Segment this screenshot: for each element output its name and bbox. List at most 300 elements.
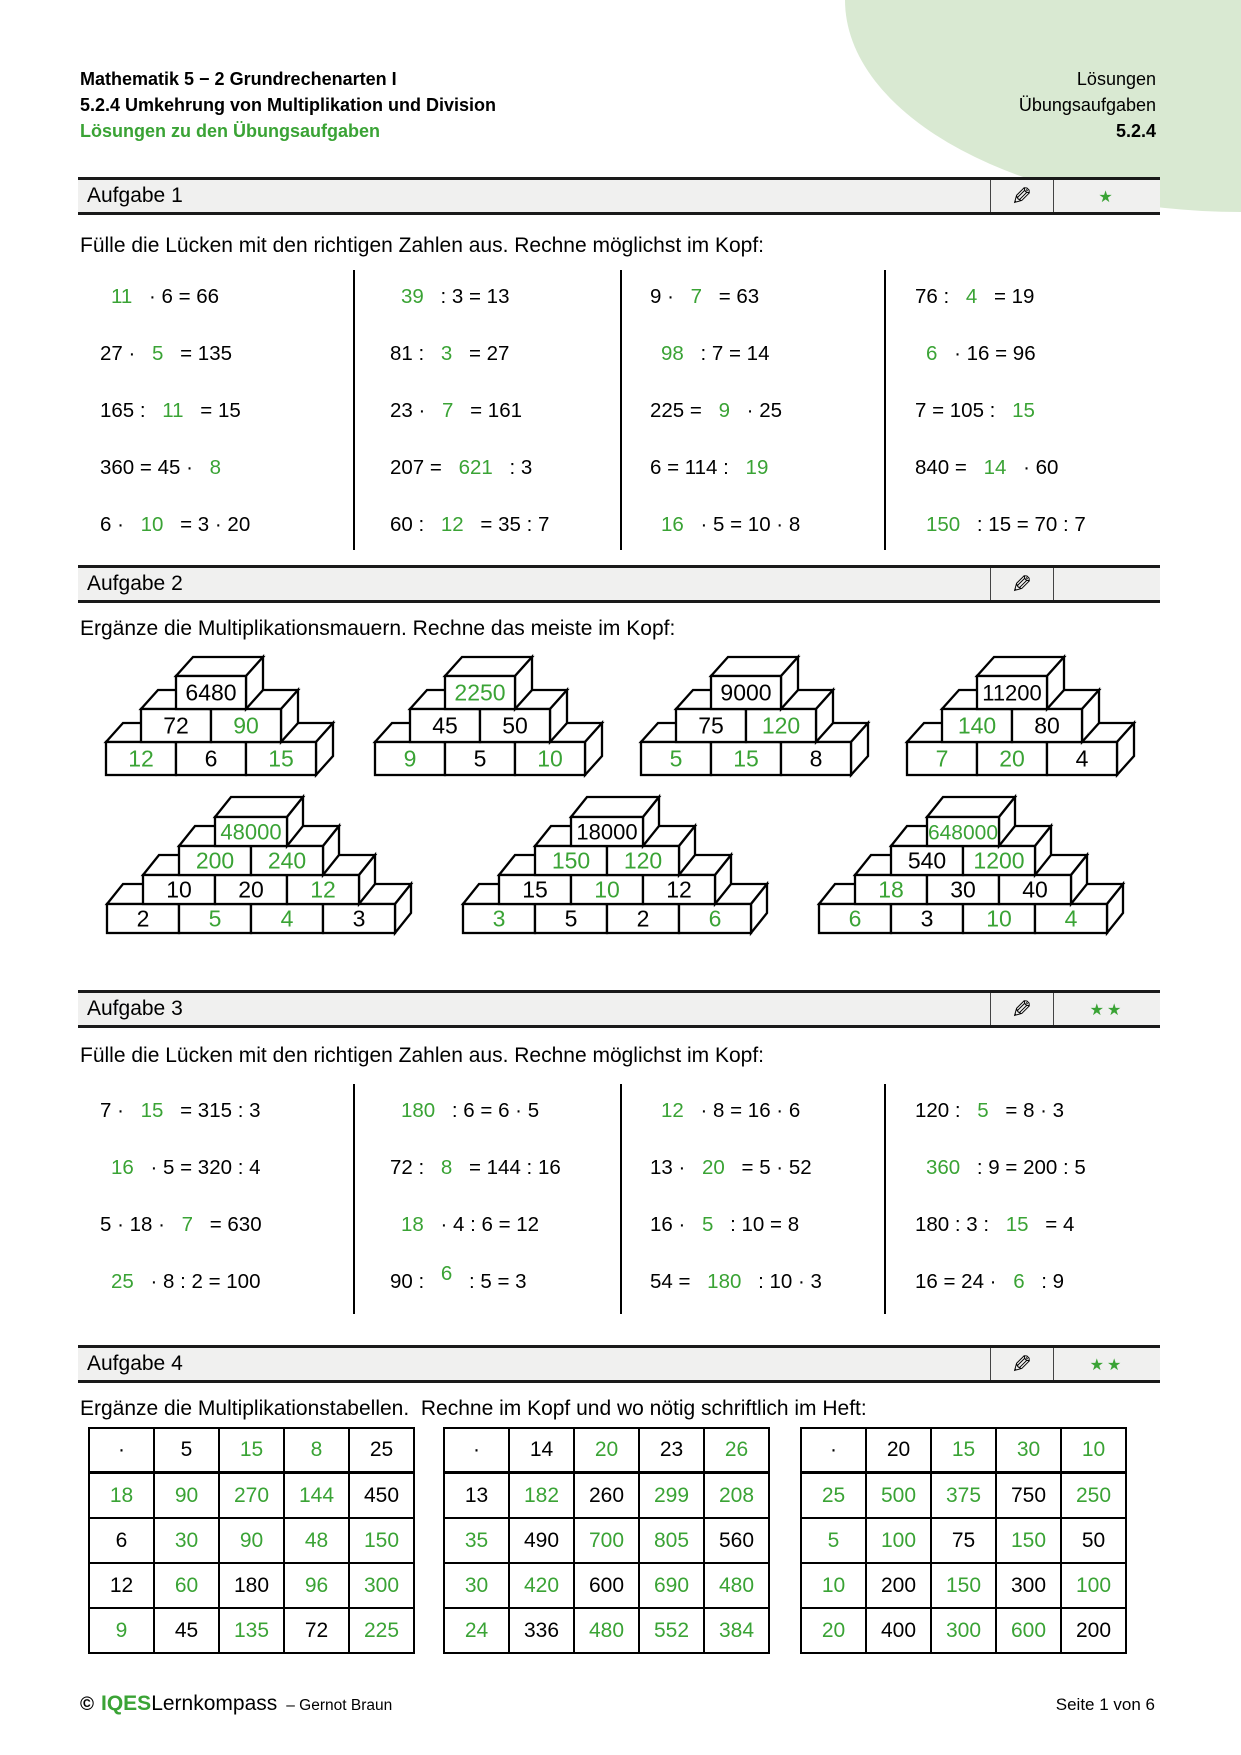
table-cell: 90 xyxy=(154,1473,219,1518)
section-header-aufgabe-4 xyxy=(78,1345,1160,1383)
table-cell: 200 xyxy=(866,1563,931,1608)
equation-column xyxy=(915,1082,1086,1310)
table-cell: 60 xyxy=(154,1563,219,1608)
equation xyxy=(650,1253,822,1310)
answer-value: 15 xyxy=(140,1099,164,1122)
answer-value: 180 xyxy=(401,1099,436,1122)
pyramid-value: 120 xyxy=(623,847,663,874)
equation-text: : 10 · 3 xyxy=(752,1270,822,1293)
pyramid-value: 75 xyxy=(698,712,724,739)
pyramid-value: 5 xyxy=(669,745,683,772)
header-left xyxy=(80,66,496,144)
pyramid-value: 10 xyxy=(986,905,1012,932)
table-header-cell: · xyxy=(89,1428,154,1473)
equation-text: 360 = 45 · xyxy=(100,456,199,479)
table-cell: 10 xyxy=(801,1563,866,1608)
answer-value: 12 xyxy=(661,1099,684,1122)
copyright-icon: © xyxy=(80,1694,94,1715)
equation xyxy=(100,496,250,553)
pyramid-value: 1200 xyxy=(973,847,1025,874)
answer-value: 98 xyxy=(661,342,684,365)
equation-text: : 3 xyxy=(503,456,533,479)
table-header-cell: 20 xyxy=(574,1428,639,1473)
pyramid-brick xyxy=(215,797,303,846)
equation-text: · 5 = 320 : 4 xyxy=(144,1156,261,1179)
equation-text: = 35 : 7 xyxy=(474,513,550,536)
pyramid-value: 150 xyxy=(551,847,591,874)
difficulty-stars: ★★ xyxy=(1089,1357,1125,1374)
equation xyxy=(100,382,250,439)
equation-column xyxy=(650,268,800,553)
pyramid-value: 2250 xyxy=(454,679,506,706)
pyramid-value: 90 xyxy=(233,712,259,739)
equation xyxy=(390,1139,561,1196)
table-cell: 700 xyxy=(574,1518,639,1563)
table-cell: 72 xyxy=(284,1608,349,1653)
pyramid-value: 18000 xyxy=(576,819,638,845)
equation-column xyxy=(650,1082,822,1310)
equation xyxy=(650,382,800,439)
equation-text: 165 : xyxy=(100,399,152,422)
table-cell: 500 xyxy=(866,1473,931,1518)
equation xyxy=(390,1196,561,1253)
header-right-type: Lösungen xyxy=(1076,69,1156,89)
table-cell: 300 xyxy=(996,1563,1061,1608)
pencil-icon: ✎ xyxy=(1011,571,1032,599)
equation-column xyxy=(100,268,250,553)
equation-text: = 4 xyxy=(1039,1213,1075,1236)
table-cell: 225 xyxy=(349,1608,414,1653)
table-cell: 18 xyxy=(89,1473,154,1518)
equation xyxy=(650,496,800,553)
equation xyxy=(915,1196,1086,1253)
answer-value: 20 xyxy=(702,1156,725,1179)
equation xyxy=(915,1139,1086,1196)
table-header-cell: 30 xyxy=(996,1428,1061,1473)
pyramid-value: 10 xyxy=(537,745,563,772)
equation xyxy=(390,268,549,325)
answer-value: 15 xyxy=(1012,399,1035,422)
answer-value: 7 xyxy=(181,1213,194,1236)
table-header-cell: 15 xyxy=(219,1428,284,1473)
pyramid-value: 200 xyxy=(195,847,235,874)
table-cell: 299 xyxy=(639,1473,704,1518)
table-cell: 805 xyxy=(639,1518,704,1563)
pencil-icon: ✎ xyxy=(1011,1351,1032,1379)
instruction-aufgabe-3: Fülle die Lücken mit den richtigen Zahlen aus. Rechne möglichst im Kopf: xyxy=(80,1044,765,1067)
table-cell: 6 xyxy=(89,1518,154,1563)
equation-column xyxy=(915,268,1086,553)
column-divider xyxy=(620,1084,622,1314)
pyramid-brick xyxy=(711,657,798,709)
table-header-cell: 20 xyxy=(866,1428,931,1473)
equation-text: 27 · xyxy=(100,342,142,365)
table-cell: 100 xyxy=(866,1518,931,1563)
page-number: Seite 1 von 6 xyxy=(1055,1695,1155,1714)
table-cell: 400 xyxy=(866,1608,931,1653)
pyramid-brick xyxy=(571,797,659,846)
table-header-cell: 8 xyxy=(284,1428,349,1473)
answer-value: 15 xyxy=(1005,1213,1029,1236)
equation-text: · 16 = 96 xyxy=(948,342,1036,365)
header-right xyxy=(1019,66,1156,144)
answer-value: 150 xyxy=(926,513,961,536)
pyramid-value: 2 xyxy=(636,905,650,932)
equation-text: : 6 = 6 · 5 xyxy=(446,1099,540,1122)
equation-text: 16 · xyxy=(650,1213,692,1236)
table-header-cell: 14 xyxy=(509,1428,574,1473)
column-divider xyxy=(884,1084,886,1314)
section-title: Aufgabe 4 xyxy=(87,1352,183,1375)
equation-text: 9 · xyxy=(650,285,680,308)
equation-text: 6 = 114 : xyxy=(650,456,735,479)
course-title: Mathematik 5 − 2 Grundrechenarten I xyxy=(80,69,397,89)
pyramid-value: 10 xyxy=(594,876,620,903)
table-header-cell: · xyxy=(444,1428,509,1473)
table-cell: 150 xyxy=(931,1563,996,1608)
pyramid-value: 6 xyxy=(848,905,862,932)
instruction-aufgabe-4: Ergänze die Multiplikationstabellen. Rechne im Kopf und wo nötig schriftlich im Heft: xyxy=(80,1397,867,1420)
equation-text: = 8 · 3 xyxy=(999,1099,1065,1122)
equation-text: 7 = 105 : xyxy=(915,399,1002,422)
equation xyxy=(650,1196,822,1253)
answer-value: 10 xyxy=(140,513,164,536)
equation-text: · 25 xyxy=(740,399,783,422)
table-header-cell: 10 xyxy=(1061,1428,1126,1473)
table-cell: 35 xyxy=(444,1518,509,1563)
table-cell: 208 xyxy=(704,1473,769,1518)
equation-text: 54 = xyxy=(650,1270,697,1293)
answer-value: 621 xyxy=(458,456,493,479)
table-cell: 12 xyxy=(89,1563,154,1608)
equation-text: : 9 xyxy=(1035,1270,1065,1293)
answer-value: 12 xyxy=(440,513,464,536)
column-divider xyxy=(353,270,355,550)
equation xyxy=(650,325,800,382)
answer-value: 11 xyxy=(162,399,184,422)
equation-text: 76 : xyxy=(915,285,955,308)
table-cell: 25 xyxy=(801,1473,866,1518)
equation-text: · 4 : 6 = 12 xyxy=(434,1213,540,1236)
equation xyxy=(100,1139,262,1196)
brand-iqes: IQES xyxy=(101,1692,152,1715)
pyramid-value: 15 xyxy=(733,745,759,772)
equation-text: · 8 : 2 = 100 xyxy=(144,1270,261,1293)
pyramid-value: 10 xyxy=(166,876,192,903)
table-cell: 250 xyxy=(1061,1473,1126,1518)
pyramid-value: 120 xyxy=(761,712,801,739)
multiplication-pyramid xyxy=(638,654,871,778)
pyramid-value: 3 xyxy=(492,905,506,932)
equation-column xyxy=(390,268,549,553)
pyramid-value: 240 xyxy=(267,847,307,874)
equation-text: · 5 = 10 · 8 xyxy=(694,513,801,536)
equation xyxy=(390,1082,561,1139)
equation-text: : 5 = 3 xyxy=(463,1270,527,1293)
equation-text: : 7 = 14 xyxy=(694,342,770,365)
answer-value: 7 xyxy=(442,399,454,422)
pyramid-value: 3 xyxy=(920,905,934,932)
pyramid-value: 5 xyxy=(473,745,487,772)
pyramid-value: 4 xyxy=(1075,745,1089,772)
column-divider xyxy=(884,270,886,550)
equation-text: = 27 xyxy=(463,342,510,365)
pyramid-value: 48000 xyxy=(220,819,282,845)
table-header-cell: 5 xyxy=(154,1428,219,1473)
column-divider xyxy=(353,1084,355,1314)
answer-value: 5 xyxy=(702,1213,714,1236)
pyramid-value: 40 xyxy=(1022,876,1048,903)
answer-value: 39 xyxy=(401,285,424,308)
pyramid-value: 648000 xyxy=(927,821,999,845)
table-cell: 48 xyxy=(284,1518,349,1563)
table-cell: 30 xyxy=(444,1563,509,1608)
equation-text: = 5 · 52 xyxy=(735,1156,812,1179)
table-cell: 420 xyxy=(509,1563,574,1608)
answer-value: 11 xyxy=(111,285,133,308)
section-title: Aufgabe 1 xyxy=(87,184,183,207)
equation-text: = 135 xyxy=(174,342,233,365)
answer-value: 4 xyxy=(965,285,978,308)
table-cell: 150 xyxy=(349,1518,414,1563)
equation-text: 72 : xyxy=(390,1156,430,1179)
equation-column xyxy=(390,1082,561,1310)
equation xyxy=(915,439,1086,496)
table-cell: 75 xyxy=(931,1518,996,1563)
table-header-cell: 23 xyxy=(639,1428,704,1473)
pyramid-value: 6 xyxy=(708,905,722,932)
column-divider xyxy=(620,270,622,550)
pyramid-value: 7 xyxy=(935,745,949,772)
table-cell: 100 xyxy=(1061,1563,1126,1608)
table-header-cell: 26 xyxy=(704,1428,769,1473)
equation xyxy=(390,325,549,382)
pyramid-value: 4 xyxy=(280,905,294,932)
answer-value: 360 xyxy=(926,1156,961,1179)
table-cell: 300 xyxy=(349,1563,414,1608)
pencil-icon: ✎ xyxy=(1011,183,1032,211)
table-cell: 490 xyxy=(509,1518,574,1563)
section-header-aufgabe-3 xyxy=(78,990,1160,1028)
equation-text: 225 = xyxy=(650,399,708,422)
equation-text: 7 · xyxy=(100,1099,130,1122)
table-cell: 200 xyxy=(1061,1608,1126,1653)
table-cell: 90 xyxy=(219,1518,284,1563)
header-right-code: 5.2.4 xyxy=(1115,121,1156,141)
equation-text: = 19 xyxy=(988,285,1035,308)
equation xyxy=(100,1082,262,1139)
instruction-aufgabe-1: Fülle die Lücken mit den richtigen Zahlen aus. Rechne möglichst im Kopf: xyxy=(80,234,765,257)
equation xyxy=(650,1139,822,1196)
answer-value: 7 xyxy=(690,285,703,308)
multiplication-pyramid xyxy=(904,654,1137,778)
pyramid-value: 540 xyxy=(907,847,947,874)
pyramid-value: 9000 xyxy=(720,679,772,706)
pyramid-value: 12 xyxy=(310,876,336,903)
pyramid-value: 11200 xyxy=(982,680,1042,706)
equation xyxy=(915,382,1086,439)
equation-text: 13 · xyxy=(650,1156,692,1179)
equation-text: 207 = xyxy=(390,456,448,479)
table-cell: 13 xyxy=(444,1473,509,1518)
table-cell: 30 xyxy=(154,1518,219,1563)
publisher-logo xyxy=(80,1692,392,1716)
difficulty-stars: ★ xyxy=(1098,189,1116,206)
table-cell: 144 xyxy=(284,1473,349,1518)
equation-text: 180 : 3 : xyxy=(915,1213,995,1236)
pyramid-value: 80 xyxy=(1034,712,1060,739)
table-cell: 270 xyxy=(219,1473,284,1518)
table-header-cell: · xyxy=(801,1428,866,1473)
equation xyxy=(915,1082,1086,1139)
answer-value: 9 xyxy=(718,399,730,422)
equation xyxy=(915,1253,1086,1310)
equation xyxy=(100,325,250,382)
table-cell: 45 xyxy=(154,1608,219,1653)
answer-value: 6 xyxy=(440,1262,453,1285)
table-cell: 552 xyxy=(639,1608,704,1653)
table-cell: 600 xyxy=(996,1608,1061,1653)
table-cell: 96 xyxy=(284,1563,349,1608)
table-cell: 20 xyxy=(801,1608,866,1653)
multiplication-pyramid xyxy=(104,794,414,936)
equation-text: 5 · 18 · xyxy=(100,1213,171,1236)
pyramid-brick xyxy=(927,797,1015,846)
table-cell: 24 xyxy=(444,1608,509,1653)
equation xyxy=(390,382,549,439)
equation-text: = 630 xyxy=(204,1213,262,1236)
chapter-title: 5.2.4 Umkehrung von Multiplikation und Division xyxy=(80,95,497,115)
pyramid-value: 72 xyxy=(163,712,189,739)
pyramid-brick xyxy=(977,657,1064,709)
multiplication-pyramid xyxy=(372,654,605,778)
table-cell: 150 xyxy=(996,1518,1061,1563)
answer-value: 16 xyxy=(661,513,684,536)
difficulty-stars: ★★ xyxy=(1089,1002,1125,1019)
equation xyxy=(650,439,800,496)
pyramid-brick xyxy=(176,657,263,709)
equation xyxy=(100,1253,262,1310)
answer-value: 8 xyxy=(440,1156,453,1179)
multiplication-pyramid xyxy=(103,654,336,778)
equation-text: · 8 = 16 · 6 xyxy=(694,1099,801,1122)
table-cell: 375 xyxy=(931,1473,996,1518)
equation xyxy=(650,268,800,325)
header-right-category: Übungsaufgaben xyxy=(1018,95,1156,115)
table-cell: 182 xyxy=(509,1473,574,1518)
answer-value: 180 xyxy=(707,1270,742,1293)
pyramid-value: 140 xyxy=(957,712,997,739)
section-header-aufgabe-1 xyxy=(78,177,1160,215)
equation xyxy=(390,439,549,496)
answer-value: 3 xyxy=(440,342,453,365)
answer-value: 5 xyxy=(977,1099,989,1122)
equation xyxy=(390,496,549,553)
section-header-aufgabe-2 xyxy=(78,565,1160,603)
answer-value: 14 xyxy=(983,456,1007,479)
equation-text: 23 · xyxy=(390,399,432,422)
pyramid-value: 50 xyxy=(502,712,528,739)
answer-value: 6 xyxy=(1013,1270,1025,1293)
answer-value: 5 xyxy=(152,342,164,365)
table-cell: 50 xyxy=(1061,1518,1126,1563)
table-cell: 5 xyxy=(801,1518,866,1563)
equation-text: 60 : xyxy=(390,513,430,536)
table-cell: 180 xyxy=(219,1563,284,1608)
brand-lernkompass: Lernkompass xyxy=(151,1692,278,1715)
equation xyxy=(100,439,250,496)
table-cell: 600 xyxy=(574,1563,639,1608)
multiplication-table xyxy=(88,1427,415,1654)
equation-text: = 161 xyxy=(464,399,523,422)
table-header-cell: 15 xyxy=(931,1428,996,1473)
pyramid-value: 5 xyxy=(564,905,578,932)
pyramid-value: 4 xyxy=(1064,905,1078,932)
pyramid-value: 2 xyxy=(136,905,150,932)
equation xyxy=(915,268,1086,325)
exercise3-equations xyxy=(0,1082,1241,1314)
equation-text: = 63 xyxy=(713,285,760,308)
pyramid-value: 12 xyxy=(666,876,692,903)
equation xyxy=(390,1253,561,1310)
equation-text: · 6 = 66 xyxy=(143,285,220,308)
exercise1-equations xyxy=(0,268,1241,555)
table-cell: 336 xyxy=(509,1608,574,1653)
pyramid-value: 8 xyxy=(809,745,823,772)
answer-value: 6 xyxy=(926,342,938,365)
table-cell: 260 xyxy=(574,1473,639,1518)
table-cell: 9 xyxy=(89,1608,154,1653)
section-title: Aufgabe 2 xyxy=(87,572,183,595)
equation-text: : 3 = 13 xyxy=(434,285,510,308)
equation-text: 90 : xyxy=(390,1270,430,1293)
section-title: Aufgabe 3 xyxy=(87,997,183,1020)
multiplication-pyramid xyxy=(816,794,1126,936)
equation-text: 120 : xyxy=(915,1099,967,1122)
table-cell: 384 xyxy=(704,1608,769,1653)
footer xyxy=(80,1692,1155,1716)
multiplication-pyramid xyxy=(460,794,770,936)
table-header-cell: 25 xyxy=(349,1428,414,1473)
answer-value: 25 xyxy=(111,1270,134,1293)
equation-text: : 10 = 8 xyxy=(724,1213,800,1236)
pyramid-value: 9 xyxy=(403,745,417,772)
answer-value: 18 xyxy=(401,1213,424,1236)
instruction-aufgabe-2: Ergänze die Multiplikationsmauern. Rechne das meiste im Kopf: xyxy=(80,617,676,640)
pyramid-value: 45 xyxy=(432,712,458,739)
pyramid-value: 18 xyxy=(878,876,904,903)
table-cell: 135 xyxy=(219,1608,284,1653)
equation xyxy=(915,496,1086,553)
equation-text: = 15 xyxy=(194,399,241,422)
pyramid-value: 6480 xyxy=(185,679,237,706)
equation-text: = 144 : 16 xyxy=(463,1156,561,1179)
equation-text: = 315 : 3 xyxy=(174,1099,261,1122)
answer-value: 8 xyxy=(209,456,221,479)
pyramid-value: 3 xyxy=(352,905,366,932)
table-cell: 750 xyxy=(996,1473,1061,1518)
table-cell: 480 xyxy=(704,1563,769,1608)
table-cell: 300 xyxy=(931,1608,996,1653)
answer-value: 16 xyxy=(111,1156,134,1179)
equation-text: 81 : xyxy=(390,342,430,365)
pyramid-value: 12 xyxy=(128,745,154,772)
table-cell: 690 xyxy=(639,1563,704,1608)
equation xyxy=(650,1082,822,1139)
equation-text: : 15 = 70 : 7 xyxy=(971,513,1086,536)
equation xyxy=(915,325,1086,382)
equation-text: : 9 = 200 : 5 xyxy=(971,1156,1086,1179)
